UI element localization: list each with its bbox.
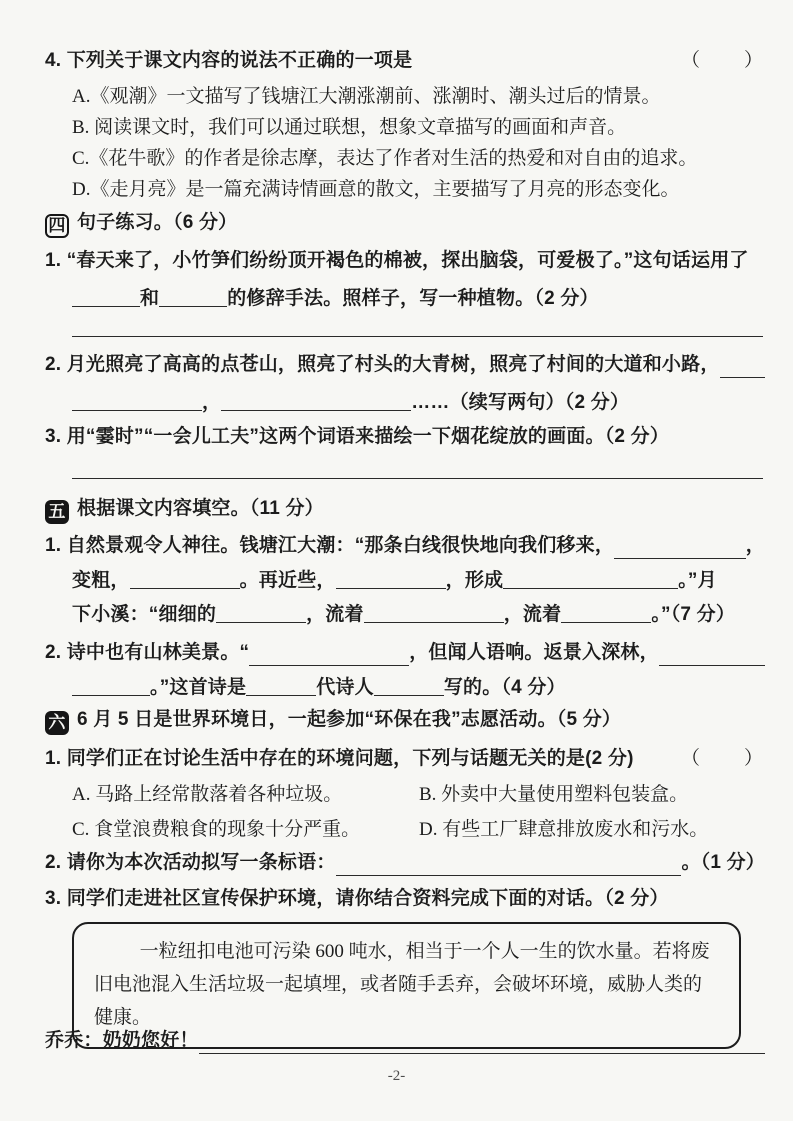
section-6-q1-option-b: B. 外卖中大量使用塑料包装盒。 bbox=[419, 784, 689, 805]
answer-blank bbox=[216, 604, 306, 623]
section-5-q2-seg3: 。”这首诗是 bbox=[150, 677, 247, 698]
question-4-option-d: D.《走月亮》是一篇充满诗情画意的散文，主要描写了月亮的形态变化。 bbox=[72, 179, 680, 200]
answer-blank bbox=[72, 392, 202, 411]
section-6-q2-lead: 2. 请你为本次活动拟写一条标语： bbox=[45, 852, 336, 873]
answer-line bbox=[72, 478, 763, 479]
section-6-q1-stem bbox=[45, 746, 765, 772]
answer-blank bbox=[561, 604, 651, 623]
section-5-q1-seg5: ，形成 bbox=[445, 570, 504, 591]
section-5-q2-seg4: 代诗人 bbox=[316, 677, 374, 698]
section-5-q1-seg2: ， bbox=[745, 535, 765, 556]
answer-blank bbox=[246, 677, 316, 696]
section-5-badge: 五 bbox=[45, 500, 69, 524]
section-5-q2-seg5: 写的。（4 分） bbox=[443, 677, 566, 698]
section-5-title: 根据课文内容填空。（11 分） bbox=[77, 498, 324, 519]
section-6-q1-option-c: C. 食堂浪费粮食的现象十分严重。 bbox=[72, 819, 361, 840]
answer-blank bbox=[336, 570, 446, 589]
answer-blank bbox=[199, 1035, 765, 1054]
section-5-q2-seg1: 2. 诗中也有山林美景。“ bbox=[45, 642, 250, 663]
section-4-q2-line1 bbox=[45, 352, 765, 378]
question-4-answer-bracket: （ ） bbox=[680, 50, 765, 71]
answer-line bbox=[72, 336, 763, 337]
answer-blank bbox=[720, 359, 765, 378]
dialogue-line bbox=[45, 1028, 765, 1054]
question-4-option-c: C.《花牛歌》的作者是徐志摩，表达了作者对生活的热爱和对自由的追求。 bbox=[72, 148, 698, 169]
answer-blank bbox=[130, 570, 240, 589]
section-5-q2-seg2: ，但闻人语响。返景入深林， bbox=[409, 642, 659, 663]
section-5-q1-seg9: ，流着 bbox=[503, 604, 562, 625]
section-5-q1-line3 bbox=[72, 602, 765, 628]
section-6-title: 6 月 5 日是世界环境日，一起参加“环保在我”志愿活动。（5 分） bbox=[77, 709, 622, 730]
answer-blank bbox=[221, 392, 411, 411]
answer-blank bbox=[364, 604, 504, 623]
answer-blank bbox=[336, 857, 682, 876]
section-6-q1-option-a: A. 马路上经常散落着各种垃圾。 bbox=[72, 784, 343, 805]
section-5-q1-seg1: 1. 自然景观令人神往。钱塘江大潮：“那条白线很快地向我们移来， bbox=[45, 535, 615, 556]
section-6-q1-options-row1 bbox=[72, 782, 765, 808]
section-4-q2-tail: ……（续写两句）（2 分） bbox=[411, 392, 630, 413]
section-5-q1-seg6: 。”月 bbox=[678, 570, 717, 591]
section-5-q1-seg4: 。再近些， bbox=[239, 570, 336, 591]
section-6-q2-tail: 。（1 分） bbox=[681, 852, 765, 873]
section-5-q1-line1 bbox=[45, 533, 765, 559]
section-6-header bbox=[45, 707, 765, 735]
section-4-q1-and: 和 bbox=[140, 288, 160, 309]
section-5-header bbox=[45, 496, 765, 524]
section-4-q2-comma: ， bbox=[202, 392, 222, 413]
section-6-q2 bbox=[45, 850, 765, 876]
section-6-q1-answer-bracket: （ ） bbox=[680, 748, 765, 769]
answer-blank bbox=[72, 288, 140, 307]
section-4-q1-line2 bbox=[72, 286, 765, 312]
section-5-q1-seg7: 下小溪：“细细的 bbox=[72, 604, 217, 625]
answer-blank bbox=[614, 540, 746, 559]
dialogue-lead: 乔乔：奶奶您好！ bbox=[45, 1030, 199, 1051]
answer-blank bbox=[503, 570, 678, 589]
answer-blank bbox=[249, 647, 409, 666]
page-number: -2- bbox=[387, 1068, 406, 1084]
section-5-q1-seg10: 。”（7 分） bbox=[651, 604, 736, 625]
section-6-q1-option-d: D. 有些工厂肆意排放废水和污水。 bbox=[419, 819, 709, 840]
answer-blank bbox=[72, 677, 150, 696]
info-box: 一粒纽扣电池可污染 600 吨水，相当于一个人一生的饮水量。若将废旧电池混入生活垃圾一起填埋，或者随手丢弃，会破坏环境，威胁人类的健康。 bbox=[72, 922, 741, 1049]
section-4-q2-line2 bbox=[72, 390, 765, 416]
question-4-option-b: B. 阅读课文时，我们可以通过联想，想象文章描写的画面和声音。 bbox=[72, 117, 627, 138]
section-5-q2-line2 bbox=[72, 675, 765, 701]
section-6-q3: 3. 同学们走进社区宣传保护环境，请你结合资料完成下面的对话。（2 分） bbox=[45, 888, 669, 909]
question-4-text: 4. 下列关于课文内容的说法不正确的一项是 bbox=[45, 50, 413, 71]
section-5-q1-seg3: 变粗， bbox=[72, 570, 130, 591]
section-4-title: 句子练习。（6 分） bbox=[77, 212, 238, 233]
answer-blank bbox=[159, 288, 227, 307]
answer-blank bbox=[659, 647, 765, 666]
question-4-stem bbox=[45, 48, 765, 74]
section-6-q1-text: 1. 同学们正在讨论生活中存在的环境问题，下列与话题无关的是(2 分) bbox=[45, 748, 634, 769]
section-5-q2-line1 bbox=[45, 640, 765, 666]
question-4-option-a: A.《观潮》一文描写了钱塘江大潮涨潮前、涨潮时、潮头过后的情景。 bbox=[72, 86, 661, 107]
section-5-q1-seg8: ，流着 bbox=[306, 604, 364, 625]
section-6-q1-options-row2 bbox=[72, 817, 765, 843]
section-4-q1-tail: 的修辞手法。照样子，写一种植物。（2 分） bbox=[227, 288, 599, 309]
answer-blank bbox=[374, 677, 444, 696]
section-4-q2-text: 2. 月光照亮了高高的点苍山，照亮了村头的大青树，照亮了村间的大道和小路， bbox=[45, 354, 720, 375]
section-4-q1-line1: 1. “春天来了，小竹笋们纷纷顶开褐色的棉被，探出脑袋，可爱极了。”这句话运用了 bbox=[45, 250, 749, 271]
section-5-q1-line2 bbox=[72, 568, 765, 594]
section-4-q3: 3. 用“霎时”“一会儿工夫”这两个词语来描绘一下烟花绽放的画面。（2 分） bbox=[45, 426, 670, 447]
section-4-badge: 四 bbox=[45, 214, 69, 238]
section-6-badge: 六 bbox=[45, 711, 69, 735]
section-4-header bbox=[45, 210, 765, 238]
